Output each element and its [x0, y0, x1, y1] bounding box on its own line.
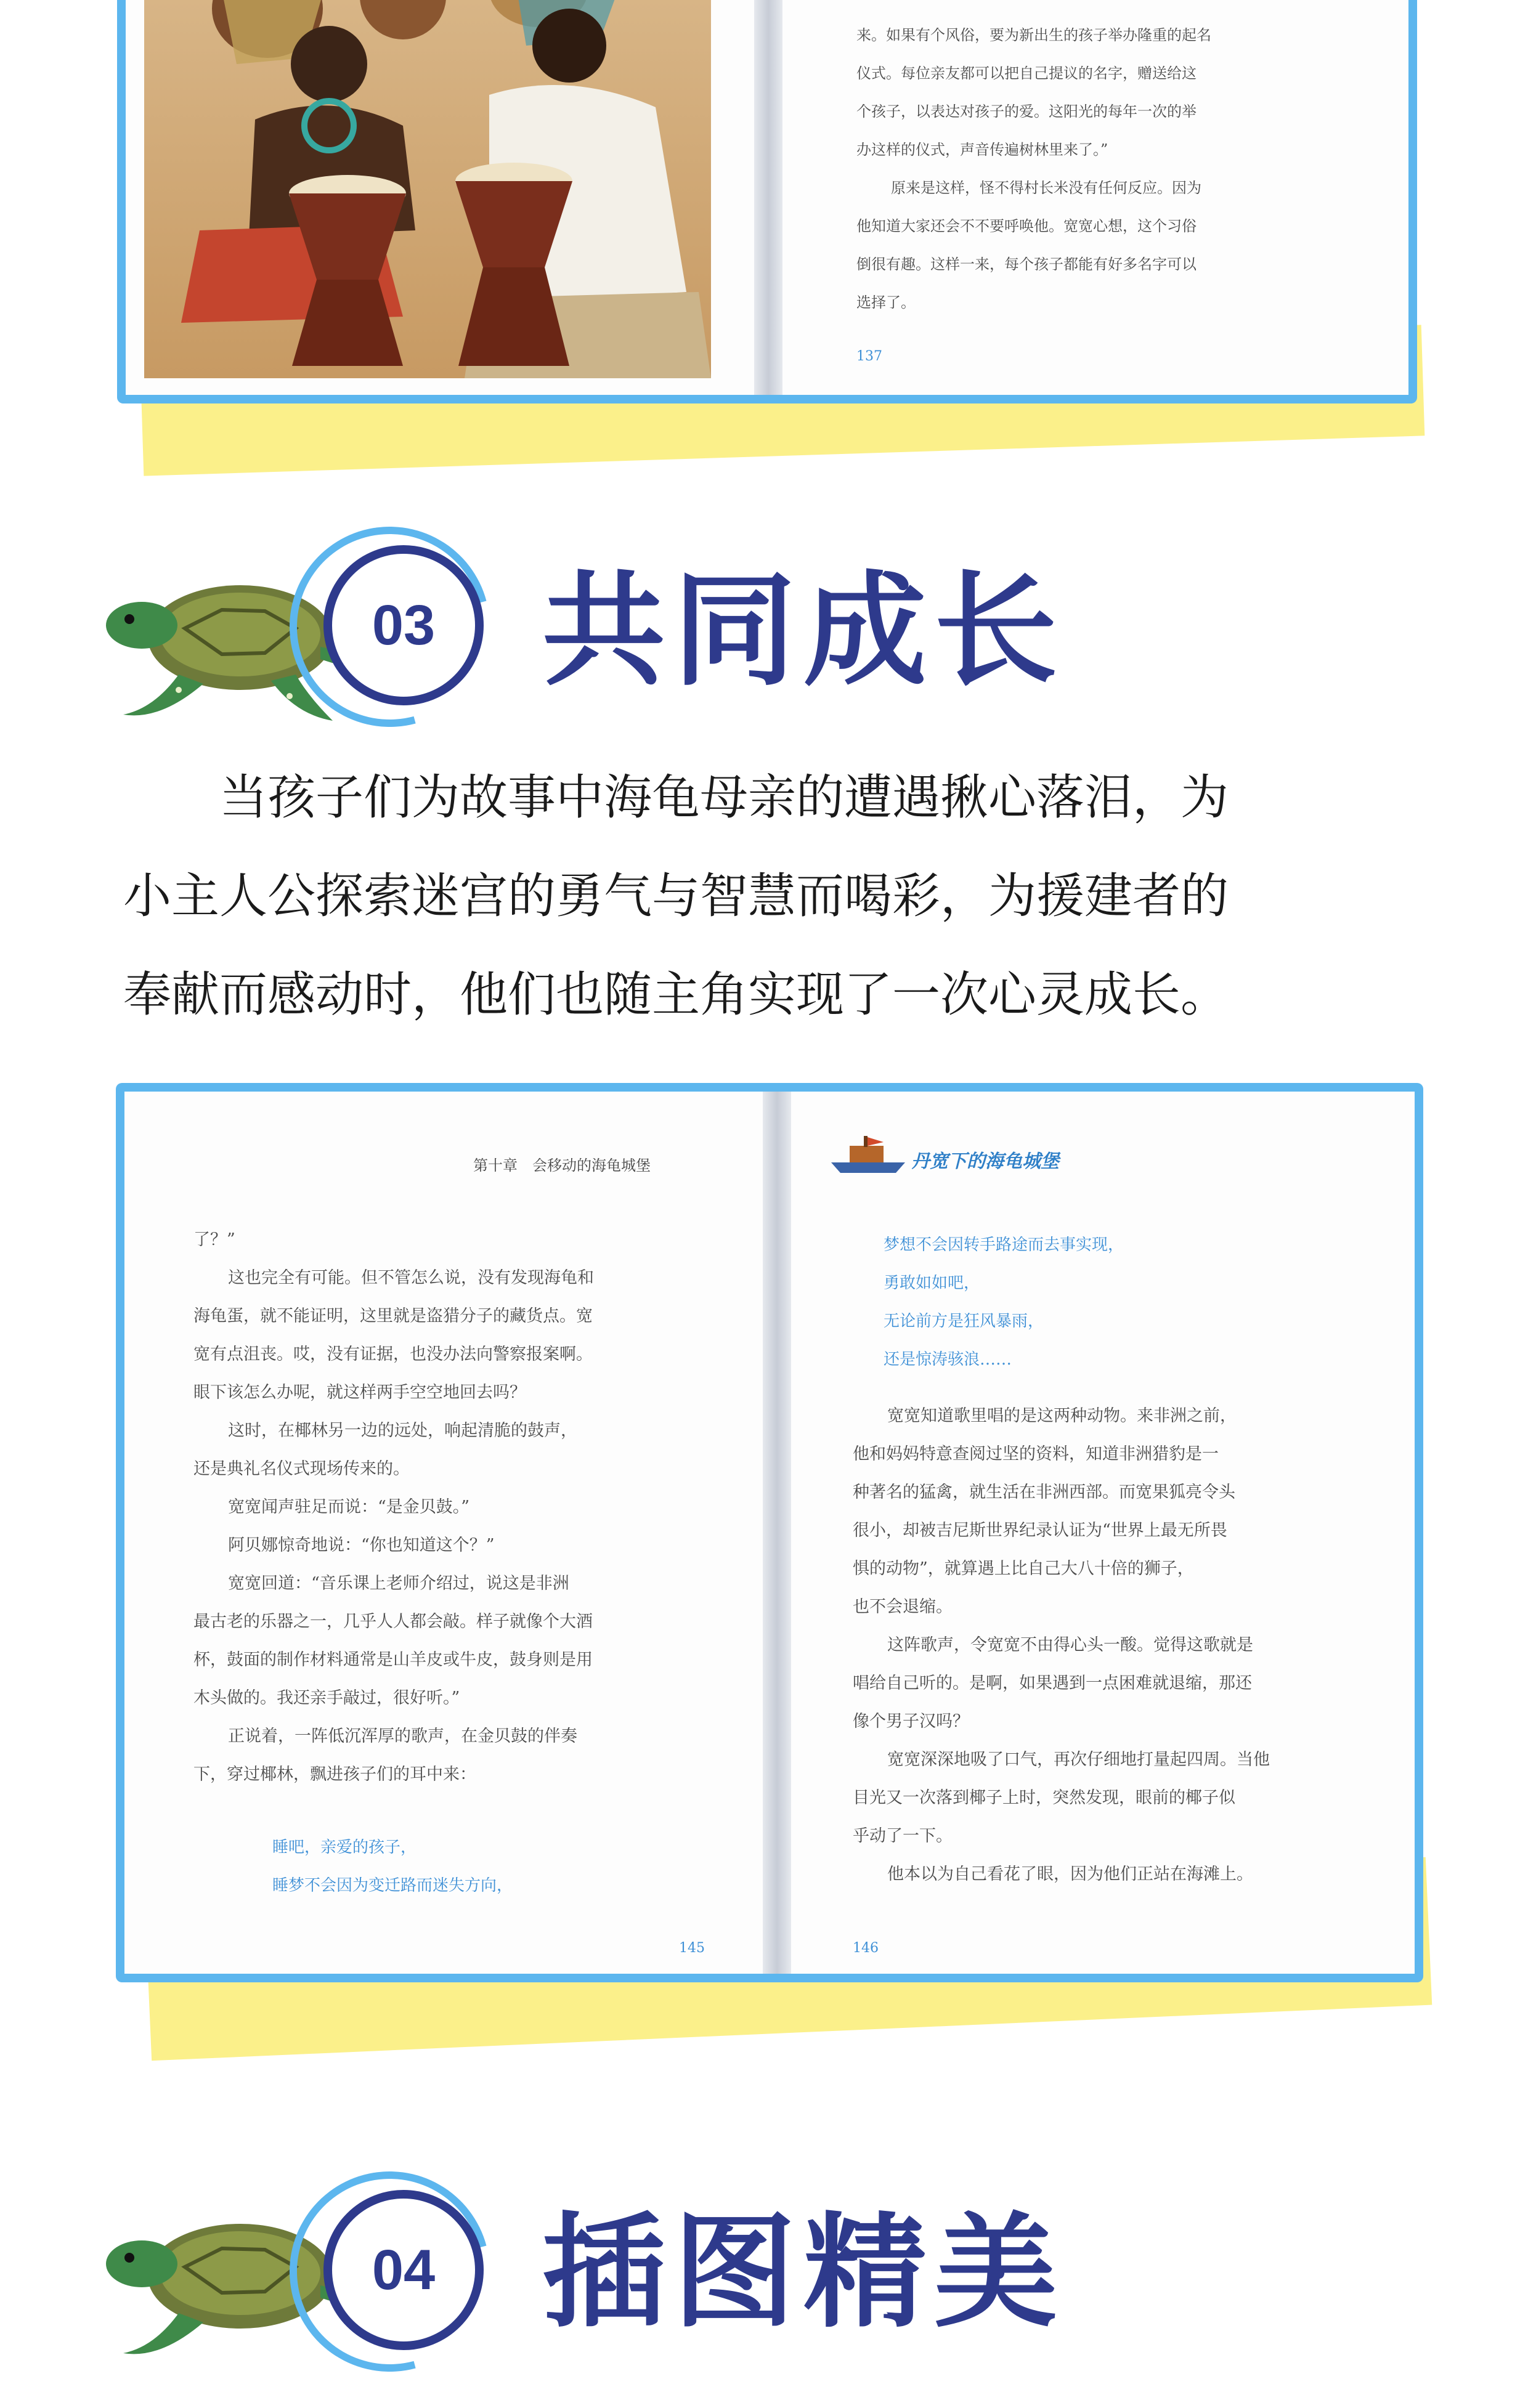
- book-series-header: 丹宽下的海龟城堡: [911, 1151, 1059, 1172]
- body-line: 奉献而感动时，他们也随主角实现了一次心灵成长。: [123, 967, 1229, 1023]
- text-line: 他和妈妈特意查阅过坚的资料，知道非洲猎豹是一: [853, 1445, 1219, 1464]
- text-line: 最古老的乐器之一，几乎人人都会敲。样子就像个大酒: [193, 1612, 593, 1631]
- text-line: 眼下该怎么办呢，就这样两手空空地回去吗？: [193, 1383, 526, 1402]
- text-line: 这阵歌声，令宽宽不由得心头一酸。觉得这歌就是: [887, 1636, 1253, 1655]
- text-line: 他知道大家还会不不要呼唤他。宽宽心想，这个习俗: [856, 217, 1197, 235]
- spread2-left-page: [124, 1092, 763, 1974]
- text-line: 他本以为自己看花了眼，因为他们正站在海滩上。: [887, 1865, 1253, 1884]
- text-line: 倒很有趣。这样一来，每个孩子都能有好多名字可以: [856, 256, 1197, 273]
- text-line: 种著名的猛禽，就生活在非洲西部。而宽果狐亮令头: [853, 1483, 1235, 1502]
- section-title: 共同成长: [542, 559, 1065, 703]
- spread1-right-text: [856, 16, 1337, 322]
- text-line: 办这样的仪式，声音传遍树林里来了。”: [856, 141, 1108, 158]
- poem-line: 勇敢如如吧，: [884, 1274, 980, 1292]
- section-title: 插图精美: [542, 2201, 1065, 2345]
- text-line: 很小，却被吉尼斯世界纪录认证为“世界上最无所畏: [853, 1521, 1227, 1540]
- text-line: 这时，在椰林另一边的远处，响起清脆的鼓声，: [228, 1421, 577, 1440]
- text-line: 原来是这样，怪不得村长米没有任何反应。因为: [891, 179, 1201, 197]
- ship-icon: [828, 1135, 908, 1178]
- running-head: 第十章 会移动的海龟城堡: [473, 1157, 651, 1174]
- text-line: 仪式。每位亲友都可以把自己提议的名字，赠送给这: [856, 65, 1197, 82]
- spread2-right-text: [853, 1397, 1383, 1894]
- text-line: 海龟蛋，就不能证明，这里就是盗猎分子的藏货点。宽: [193, 1307, 593, 1326]
- spread2-left-poem: [272, 1828, 741, 1905]
- spread1-gutter: [754, 0, 782, 395]
- spread1-left-page: [126, 0, 766, 395]
- text-line: 杯，鼓面的制作材料通常是山羊皮或牛皮，鼓身则是用: [193, 1650, 593, 1669]
- text-line: 宽宽回道：“音乐课上老师介绍过，说这是非洲: [228, 1574, 569, 1593]
- page-number: 145: [679, 1940, 705, 1956]
- text-line: 惧的动物”，就算遇上比自己大八十倍的狮子，: [853, 1559, 1194, 1578]
- text-line: 也不会退缩。: [853, 1597, 953, 1616]
- text-line: 来。如果有个风俗，要为新出生的孩子举办隆重的起名: [856, 26, 1211, 44]
- text-line: 了？”: [193, 1230, 235, 1249]
- section-number-badge: 03: [323, 545, 484, 705]
- spread2-gutter: [763, 1092, 791, 1974]
- text-line: 选择了。: [856, 294, 916, 311]
- text-line: 目光又一次落到椰子上时，突然发现，眼前的椰子似: [853, 1788, 1235, 1807]
- spread2-right-page: [791, 1092, 1415, 1974]
- text-line: 宽宽深深地吸了口气，再次仔细地打量起四周。当他: [887, 1750, 1270, 1769]
- spread2-left-text: [193, 1221, 736, 1794]
- book-spread-1: [117, 0, 1417, 403]
- text-line: 宽宽闻声驻足而说：“是金贝鼓。”: [228, 1498, 470, 1517]
- text-line: 这也完全有可能。但不管怎么说，没有发现海龟和: [228, 1268, 594, 1287]
- text-line: 还是典礼名仪式现场传来的。: [193, 1459, 410, 1478]
- text-line: 阿贝娜惊奇地说：“你也知道这个？”: [228, 1536, 495, 1555]
- text-line: 个孩子，以表达对孩子的爱。这阳光的每年一次的举: [856, 103, 1197, 120]
- poem-line: 睡梦不会因为变迁路而迷失方向，: [272, 1876, 513, 1895]
- text-line: 木头做的。我还亲手敲过，很好听。”: [193, 1688, 460, 1708]
- page-number: 146: [853, 1940, 879, 1956]
- poem-line: 梦想不会因转手路途而去事实现，: [884, 1236, 1124, 1254]
- text-line: 下，穿过椰林，飘进孩子们的耳中来：: [193, 1765, 476, 1784]
- section-body-text: [123, 748, 1417, 1044]
- text-line: 宽有点沮丧。哎，没有证据，也没办法向警察报案啊。: [193, 1345, 593, 1364]
- spread1-right-page: [782, 0, 1408, 395]
- text-line: 唱给自己听的。是啊，如果遇到一点困难就退缩，那还: [853, 1674, 1252, 1693]
- drummers-illustration: [144, 0, 711, 378]
- poem-line: 还是惊涛骇浪……: [884, 1350, 1012, 1369]
- body-line: 当孩子们为故事中海龟母亲的遭遇揪心落泪，为: [219, 770, 1229, 825]
- text-line: 宽宽知道歌里唱的是这两种动物。来非洲之前，: [887, 1406, 1237, 1425]
- spread2-right-poem: [884, 1226, 1376, 1379]
- section-number-badge: 04: [323, 2190, 484, 2350]
- text-line: 正说着，一阵低沉浑厚的歌声，在金贝鼓的伴奏: [228, 1727, 577, 1746]
- page-number: 137: [856, 349, 882, 364]
- text-line: 像个男子汉吗？: [853, 1712, 969, 1731]
- body-line: 小主人公探索迷宫的勇气与智慧而喝彩，为援建者的: [123, 869, 1229, 924]
- poem-line: 无论前方是狂风暴雨，: [884, 1312, 1044, 1331]
- text-line: 乎动了一下。: [853, 1826, 953, 1846]
- poem-line: 睡吧，亲爱的孩子，: [272, 1838, 417, 1857]
- book-spread-2: [116, 1083, 1423, 1982]
